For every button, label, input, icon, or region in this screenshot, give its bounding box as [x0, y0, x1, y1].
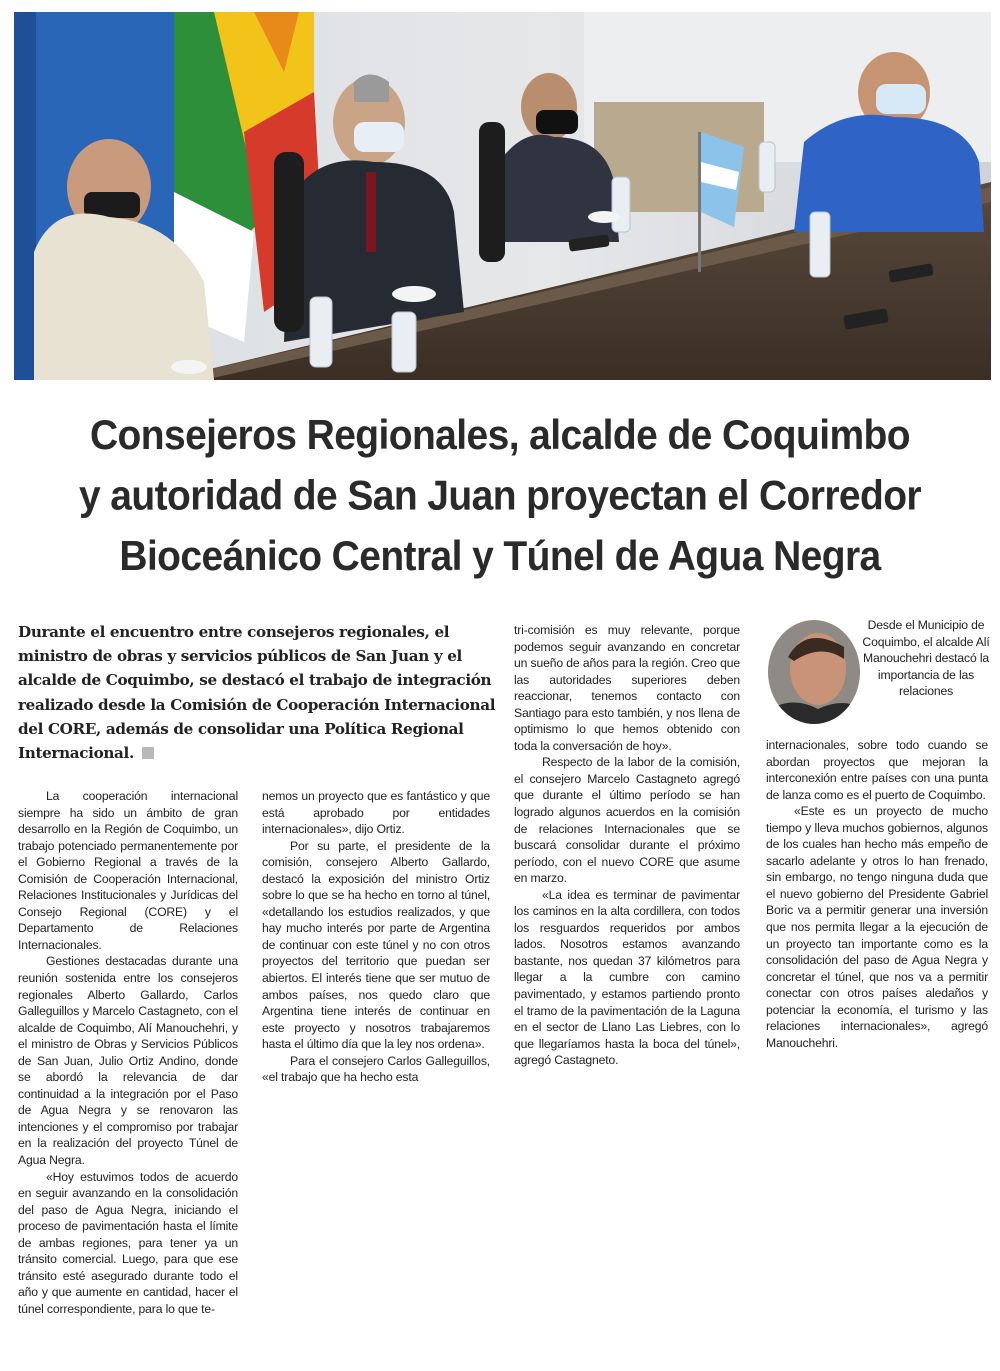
lead-text: Durante el encuentro entre consejeros regionales, el ministro de obras y servicios públicos de San Juan y el alcalde de Coquimbo, se destacó el trabajo de integración realizado desde la Comisión de Cooperación Internacional del CORE, además de consolidar una Política Regional Internacional.: [18, 623, 496, 763]
article-headline: [20, 406, 980, 587]
paragraph: La cooperación internacional siempre ha sido un ámbito de gran desarrollo en la Región de Coquimbo, un trabajo potenciado permanentemente por el Gobierno Regional a través de la Comisión de Cooperación Internacional, Relaciones Institucionales y Jurídicas del Consejo Regional (CORE) y el Departamento de Relaciones Internacionales.: [18, 789, 238, 952]
mayor-portrait: [766, 617, 866, 727]
paragraph: nemos un proyecto que es fantástico y que está aprobado por entidades internacionales», dijo Ortiz.: [262, 789, 490, 837]
article-column-3: [514, 622, 740, 1069]
column-4-intro: Desde el Municipio de Coquimbo, el alcalde Alí Manouchehri destacó la importancia de las relaciones: [862, 618, 990, 699]
paragraph: Respecto de la labor de la comisión, el consejero Marcelo Castagneto agregó que durante el último período se han logrado algunos acuerdos en la comisión de relaciones Internacionales que se buscará consolidar durante el próximo período, con el nuevo CORE que asume en marzo.: [514, 755, 740, 886]
paragraph: internacionales, sobre todo cuando se abordan proyectos que mejoran la interconexión entre países con una punta de lanza como es el puerto de Coquimbo.: [766, 738, 988, 802]
lead-end-mark: [142, 747, 154, 759]
paragraph: «La idea es terminar de pavimentar los caminos en la alta cordillera, con todos los resguardos requeridos por ambos lados. Nosotros estamos avanzando bastante, nos quedan 37 kilómetros para llegar a la cumbre con camino pavimentado, y estamos partiendo pronto el tramo de la pavimentación de la Laguna en el sector de Llano Las Liebres, con lo que llegaríamos hasta la boca del túnel», agregó Castagneto.: [514, 887, 740, 1068]
headline-line-1: Consejeros Regionales, alcalde de Coquimbo: [89, 412, 910, 459]
article-column-1: [18, 788, 238, 1318]
paragraph: Para el consejero Carlos Galleguillos, «el trabajo que ha hecho esta: [262, 1053, 490, 1085]
headline-line-2: y autoridad de San Juan proyectan el Corredor: [78, 472, 922, 520]
article-photo: [14, 12, 991, 380]
article-lead: [18, 620, 498, 765]
article-column-4: [766, 737, 988, 1051]
article-column-2: [262, 788, 490, 1086]
paragraph: «Hoy estuvimos todos de acuerdo en seguir avanzando en la consolidación del paso de Agua Negra, iniciando el proceso de pavimentación hasta el límite de ambas regiones, para tener ya un tránsito comercial. Luego, para que ese tránsito esté asegurado durante todo el año y que aumente en cantidad, hacer el túnel correspondiente, para lo que te-: [18, 1169, 238, 1316]
paragraph: Por su parte, el presidente de la comisión, consejero Alberto Gallardo, destacó la exposición del ministro Ortiz sobre lo que se ha hecho en torno al túnel, «detallando los estudios realizados, y que hay mucho interés por parte de Argentina de continuar con este túnel y no con otros proyectos del territorio que puedan ser abiertos. El interés tiene que ser mutuo de ambos países, nos quedo claro que Argentina tiene interés de continuar en este proyecto y nosotros trabajaremos hasta el último día que la ley nos ordena».: [262, 838, 490, 1052]
paragraph: tri-comisión es muy relevante, porque podemos seguir avanzando en concretar un sueño de años para la región. Creo que las autoridades superiores deben reaccionar, tenemos contacto con Santiago para esto también, y nos llena de optimismo lo que hemos obtenido con toda la conversación de hoy».: [514, 623, 740, 753]
paragraph: «Este es un proyecto de mucho tiempo y lleva muchos gobiernos, algunos de los cuales han hecho más empeño de sacarlo adelante y otros lo han frenado, sin embargo, no tengo ninguna duda que el nuevo gobierno del Presidente Gabriel Boric va a permitir generar una inversión que nos permita llegar a la ejecución de un proyecto tan importante como es la consolidación del paso de Agua Negra y concretar el túnel, que nos va a permitir conectar con otros países aledaños y potenciar la economía, el turismo y las relaciones internacionales», agregó Manouchehri.: [766, 804, 988, 1050]
paragraph: Gestiones destacadas durante una reunión sostenida entre los consejeros regionales Alberto Gallardo, Carlos Galleguillos y Marcelo Castagneto, con el alcalde de Coquimbo, Alí Manouchehri, y el ministro de Obras y Servicios Públicos de San Juan, Julio Ortiz Andino, donde se abordó la relevancia de dar continuidad a la integración por el Paso de Agua Negra y se renovaron las intenciones y el compromiso por trabajar en la realización del proyecto Túnel de Agua Negra.: [18, 954, 238, 1168]
headline-line-3: Bioceánico Central y Túnel de Agua Negra: [119, 533, 881, 580]
